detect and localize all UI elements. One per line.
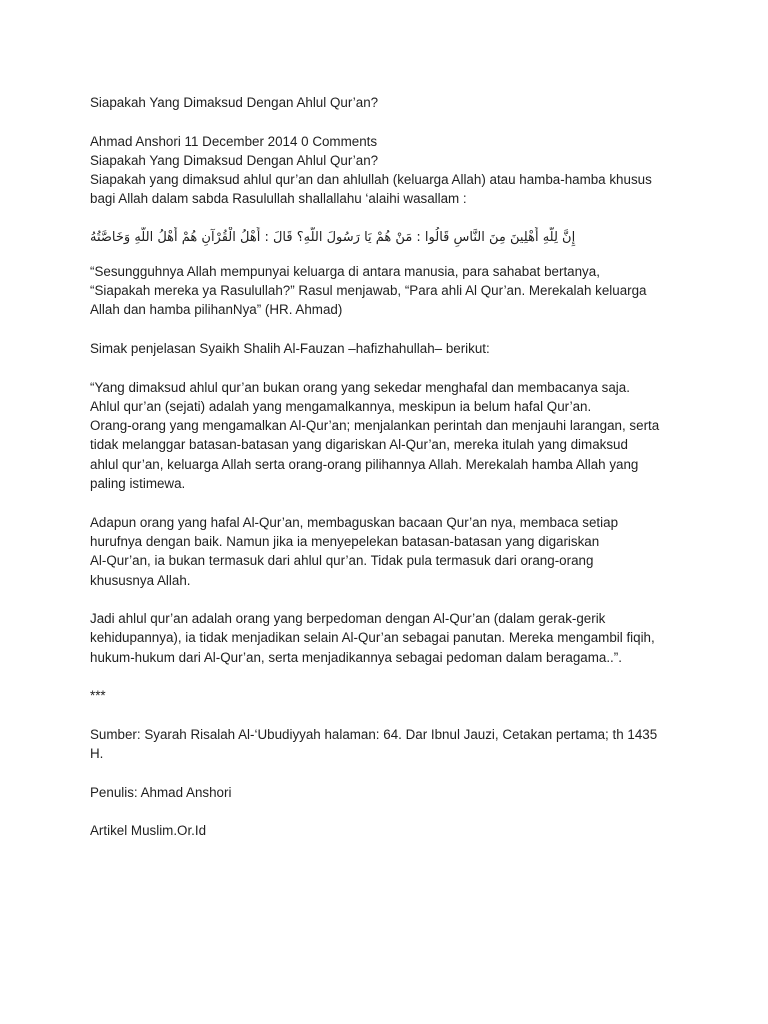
quote-line: Ahlul qur’an (sejati) adalah yang mengamalkannya, meskipun ia belum hafal Qur’an. <box>90 398 592 414</box>
quote-line: kehidupannya), ia tidak menjadikan selain Al-Qur’an sebagai panutan. Mereka mengambil fiqih, <box>90 630 655 646</box>
doc-title: Siapakah Yang Dimaksud Dengan Ahlul Qur’an? <box>90 95 379 110</box>
doc-meta: Ahmad Anshori 11 December 2014 0 Comments <box>90 133 378 149</box>
quote-line: Jadi ahlul qur’an adalah orang yang berpedoman dengan Al-Qur’an (dalam gerak-gerik <box>90 611 606 627</box>
quote-line: “Yang dimaksud ahlul qur’an bukan orang yang sekedar menghafal dan membacanya saja. <box>90 379 630 395</box>
translation-line: “Siapakah mereka ya Rasulullah?” Rasul menjawab, “Para ahli Al Qur’an. Merekalah keluarga <box>90 283 647 299</box>
doc-subtitle: Siapakah Yang Dimaksud Dengan Ahlul Qur’an? <box>90 152 379 168</box>
translation-line: Allah dan hamba pilihanNya” (HR. Ahmad) <box>90 302 343 318</box>
quote-paragraph-3 <box>90 609 690 667</box>
separator: *** <box>90 688 106 704</box>
document-page <box>90 93 690 841</box>
source-line: H. <box>90 746 104 762</box>
quote-line: hurufnya dengan baik. Namun jika ia menyepelekan batasan-batasan yang digariskan <box>90 533 600 549</box>
intro-line: Siapakah yang dimaksud ahlul qur’an dan ahlullah (keluarga Allah) atau hamba-hamba khusus <box>90 172 652 188</box>
arabic-hadith: إِنَّ لِلَّهِ أَهْلِينَ مِنَ النَّاسِ قَالُوا : مَنْ هُمْ يَا رَسُولَ اللَّهِ؟ قَالَ : أَهْلُ الْقُرْآنِ هُمْ أَهْلُ اللَّهِ وَخَاصَّتُهُ <box>90 229 576 245</box>
source-paragraph <box>90 725 690 764</box>
intro-paragraph <box>90 170 690 209</box>
quote-line: khususnya Allah. <box>90 572 191 588</box>
quote-line: tidak melanggar batasan-batasan yang digariskan Al-Qur’an, mereka itulah yang dimaksud <box>90 437 628 453</box>
quote-paragraph-1 <box>90 378 690 494</box>
site-line: Artikel Muslim.Or.Id <box>90 823 207 839</box>
quote-line: ahlul qur’an, keluarga Allah serta orang-orang pilihannya Allah. Merekalah hamba Allah yang <box>90 456 639 472</box>
translation-line: “Sesungguhnya Allah mempunyai keluarga di antara manusia, para sahabat bertanya, <box>90 263 600 279</box>
quote-line: hukum-hukum dari Al-Qur’an, serta menjadikannya sebagai pedoman dalam beragama..”. <box>90 649 622 665</box>
translation-paragraph <box>90 262 690 320</box>
quote-line: Al-Qur’an, ia bukan termasuk dari ahlul qur’an. Tidak pula termasuk dari orang-orang <box>90 553 594 569</box>
source-line: Sumber: Syarah Risalah Al-‘Ubudiyyah halaman: 64. Dar Ibnul Jauzi, Cetakan pertama; th 1435 <box>90 726 658 742</box>
author-line: Penulis: Ahmad Anshori <box>90 784 232 800</box>
quote-line: Adapun orang yang hafal Al-Qur’an, membaguskan bacaan Qur’an nya, membaca setiap <box>90 514 619 530</box>
quote-line: paling istimewa. <box>90 476 186 492</box>
simak-paragraph: Simak penjelasan Syaikh Shalih Al-Fauzan –hafizhahullah– berikut: <box>90 340 490 356</box>
intro-line: bagi Allah dalam sabda Rasulullah shallallahu ‘alaihi wasallam : <box>90 191 467 207</box>
quote-line: Orang-orang yang mengamalkan Al-Qur’an; menjalankan perintah dan menjauhi larangan, serta <box>90 418 660 434</box>
quote-paragraph-2 <box>90 513 690 590</box>
